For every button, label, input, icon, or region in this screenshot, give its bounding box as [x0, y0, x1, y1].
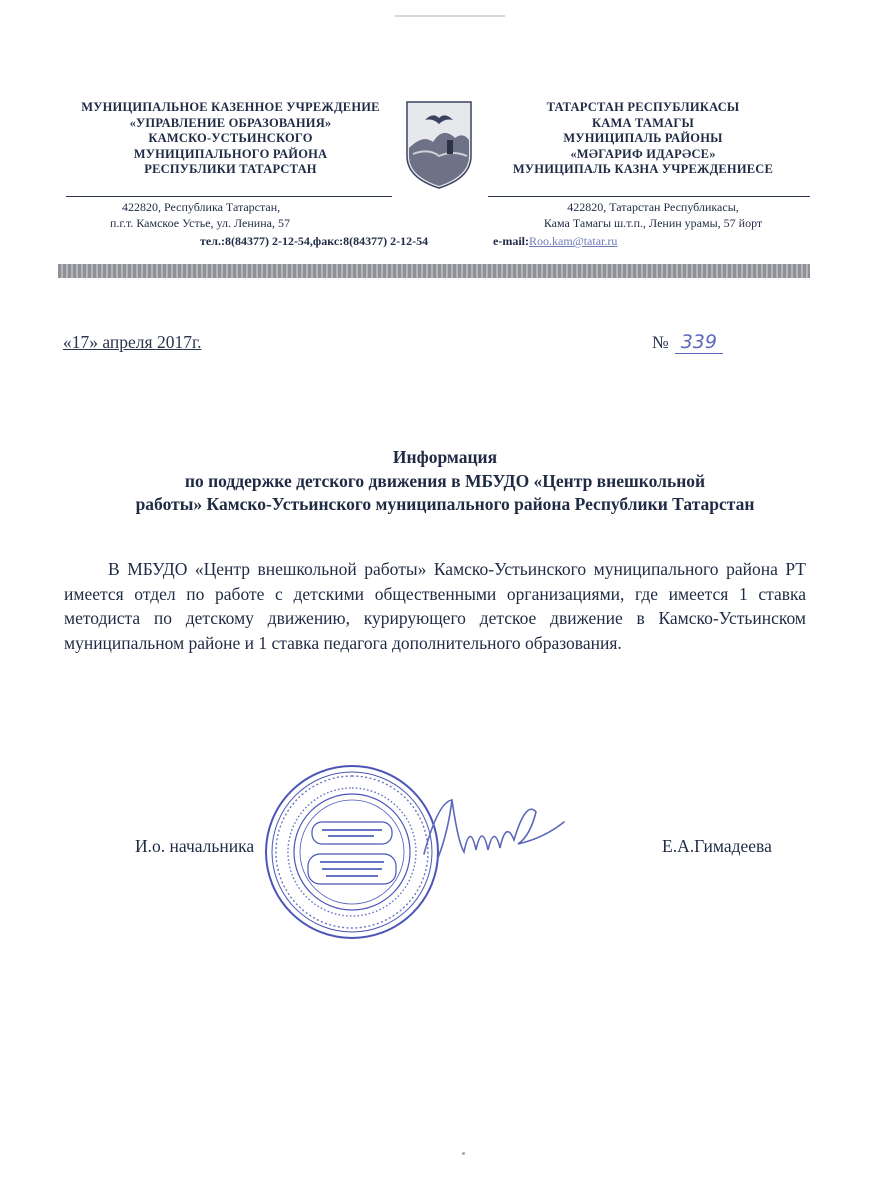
document-date: «17» апреля 2017г. — [63, 332, 202, 352]
left-divider — [66, 196, 392, 197]
signer-name: Е.А.Гимадеева — [662, 836, 772, 856]
coat-of-arms-icon — [403, 98, 475, 190]
right-address-line: 422820, Татарстан Республикасы, — [567, 200, 739, 214]
left-org-line: МУНИЦИПАЛЬНОГО РАЙОНА — [133, 146, 328, 161]
document-title — [60, 446, 830, 517]
right-address-line: Кама Тамагы ш.т.п., Ленин урамы, 57 йорт — [543, 215, 763, 230]
title-line: по поддержке детского движения в МБУДО «Центр внешкольной — [184, 470, 706, 491]
number-label: № — [652, 332, 669, 352]
email-link[interactable]: Roo.kam@tatar.ru — [528, 234, 618, 248]
email-label: e-mail: — [493, 234, 529, 248]
right-org-line: «МӘГАРИФ ИДАРӘСЕ» — [570, 146, 716, 161]
title-line: Информация — [392, 447, 498, 467]
email-line — [493, 234, 617, 249]
handwritten-signature — [418, 792, 568, 872]
official-stamp-icon — [262, 762, 442, 942]
number-value: 339 — [675, 331, 723, 354]
left-org-line: РЕСПУБЛИКИ ТАТАРСТАН — [144, 162, 317, 176]
left-org-name — [58, 100, 403, 178]
left-org-line: МУНИЦИПАЛЬНОЕ КАЗЕННОЕ УЧРЕЖДЕНИЕ — [81, 100, 380, 114]
scan-artifact — [395, 12, 505, 20]
right-org-name — [478, 100, 808, 178]
phone-fax: тел.:8(84377) 2-12-54,факс:8(84377) 2-12-54 — [200, 234, 429, 248]
signer-position: И.о. начальника — [135, 836, 255, 856]
header-band — [58, 264, 810, 278]
document-number — [652, 331, 723, 353]
right-org-line: ТАТАРСТАН РЕСПУБЛИКАСЫ — [546, 100, 740, 114]
right-address — [508, 200, 798, 231]
left-org-line: «УПРАВЛЕНИЕ ОБРАЗОВАНИЯ» — [129, 115, 332, 130]
left-org-line: КАМСКО-УСТЬИНСКОГО — [148, 131, 313, 145]
right-org-line: МУНИЦИПАЛЬ РАЙОНЫ — [563, 131, 723, 145]
left-address-line: 422820, Республика Татарстан, — [122, 200, 281, 214]
title-line: работы» Камско-Устьинского муниципального района Республики Татарстан — [135, 494, 755, 514]
right-org-line: МУНИЦИПАЛЬ КАЗНА УЧРЕЖДЕНИЕСЕ — [512, 162, 774, 176]
left-address — [100, 200, 390, 231]
document-body — [64, 557, 806, 655]
right-org-line: КАМА ТАМАГЫ — [591, 115, 695, 130]
scan-artifact — [462, 1152, 465, 1155]
body-paragraph: В МБУДО «Центр внешкольной работы» Камско-Устьинского муниципального района РТ имеется отдел по работе с детскими общественными организациями, где имеется 1 ставка методиста по детскому движению, курирующего детское движение в Камско-Устьинском муниципальном районе и 1 ставка педагога дополнительного образования. — [64, 559, 806, 653]
left-address-line: п.г.т. Камское Устье, ул. Ленина, 57 — [110, 215, 290, 230]
right-divider — [488, 196, 810, 197]
